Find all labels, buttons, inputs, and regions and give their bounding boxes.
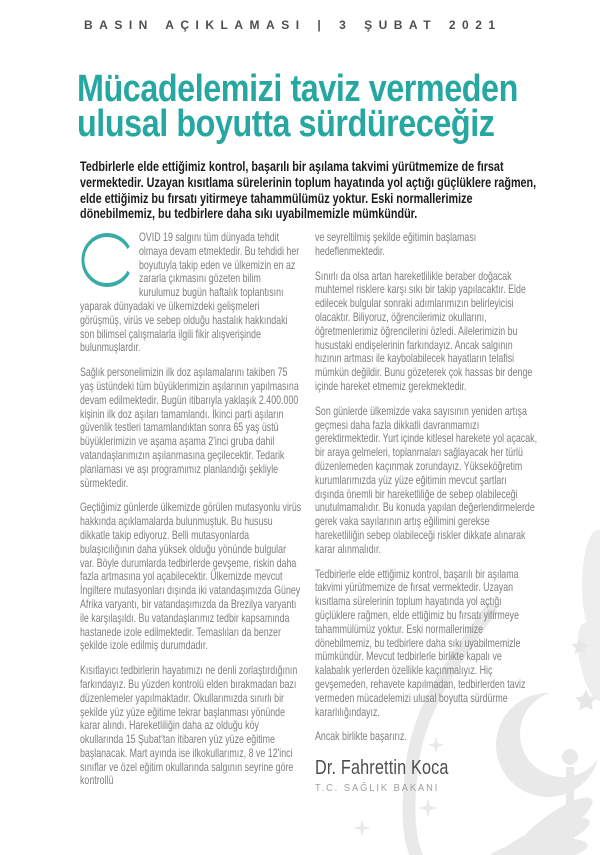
signature-name: Dr. Fahrettin Koca xyxy=(315,757,449,780)
lede-paragraph: Tedbirlerle elde ettiğimiz kontrol, başarılı bir aşılama takvimi yürütmemize de fırsat vermektedir. Uzayan kısıtlama sürelerinin toplum hayatında yol açtığı güçlüklere rağmen, elde ettiğimiz bu fırsatı yitirmeye tahammülümüz yoktur. Eski normallerimize dönebilmemiz, bu tedbirlere daha sıkı uyabilmemizle mümkündür. xyxy=(80,159,537,222)
staff-icon xyxy=(562,749,578,765)
body-paragraph-text: OVID 19 salgını tüm dünyada tehdit olmaya devam etmektedir. Bu tehdidi her boyutuyla takip eden ve ülkemizin en az zararla çıkmasını gözeten bilim kurulumuz bugün haftalık toplantısını yaparak dünyadaki ve ülkemizdeki gelişmeleri görüşmüş, virüs ve sebep olduğu hastalık hakkındaki son bilimsel çalışmalarla ilgili fikir alışverişinde bulunmuşlardır. xyxy=(80,230,300,355)
body-paragraph: Sağlık personelimizin ilk doz aşılamalarını takiben 75 yaş üstündeki tüm büyüklerimizin aşılarının yapılmasına devam edilmektedir. Bugün itibarıyla yaklaşık 2.400.000 kişinin ilk doz aşıları tamamlandı. İkinci parti aşıların güvenlik testleri tamamlandıktan sonra 65 yaş üstü büyüklerimizin ve aşama aşama 2'inci gruba dahil vatandaşlarımızın aşılanmasına geçilecektir. Tedarik planlaması ve aşı programımız planlandığı şekliyle sürmektedir. xyxy=(80,365,299,490)
body-paragraph xyxy=(80,231,303,355)
body-paragraph: Ancak birlikte başarırız. xyxy=(315,729,407,744)
body-paragraph: Sınırlı da olsa artan hareketlilikle beraber doğacak muhtemel risklere karşı sıkı bir takip yapılacaktır. Elde edilecek bulgular sonraki adımlarımızın belirleyicisi olacaktır. Biliyoruz, öğrencilerimiz okullarını, öğretmenlerimiz öğrencilerini özledi. Ailelerimizin bu husustaki endişelerinin farkındayız. Ancak salgının hızının artması ile kaybolabilecek hayatların telafisi mümkün değildir. Bunu gözeterek çok hassas bir denge içinde hareket etmemiz gerekmektedir. xyxy=(315,268,533,393)
signature-title: T.C. SAĞLIK BAKANI xyxy=(315,781,440,794)
page-title-line2: ulusal boyutta sürdüreceğiz xyxy=(77,103,495,145)
press-release-kicker: BASIN AÇIKLAMASI | 3 ŞUBAT 2021 xyxy=(84,18,502,32)
body-paragraph: Kısıtlayıcı tedbirlerin hayatımızı ne denli zorlaştırdığının farkındayız. Bu yüzden kontrolü elden bırakmadan bazı düzenlemeler yapılmaktadır. Okullarımızda sınırlı bir şekilde yüz yüze eğitime tekrar başlanması yönünde karar alındı. Hareketliliğin daha az olduğu köy okullarında 15 Şubat'tan itibaren yüz yüze eğitime başlanacak. Mart ayında ise ilkokullarımız, 8 ve 12'inci sınıflar ve özel eğitim okullarında salgının seyrine göre kontrollü xyxy=(80,663,298,788)
wing-icon xyxy=(487,789,599,855)
page-title-line1: Mücadelemizi taviz vermeden xyxy=(77,68,518,110)
body-column-left xyxy=(80,231,303,799)
body-paragraph: Geçtiğimiz günlerde ülkemizde görülen mutasyonlu virüs hakkında açıklamalarda bulunmuştuk. Bu hususu dikkatle takip ediyoruz. Belli mutasyonlarda bulaşıcılığının daha yüksek olduğu yönünde bulgular var. Böyle durumlarda tedbirlerde gevşeme, riskin daha fazla artmasına yol açabilecektir. Ülkemizde mevcut İngiltere mutasyonları dışında iki vatandaşımızda Güney Afrika varyantı, bir vatandaşımızda da Brezilya varyantı ile karşılaşıldı. Bu vatandaşlarımız tedbir kapsamında hastanede izole edilmektedir. Temaslıları da benzer şekilde izole edilmiş durumdadır. xyxy=(80,500,302,653)
body-paragraph: Son günlerde ülkemizde vaka sayısının yeniden artışa geçmesi daha fazla dikkatli davranmamızı gerektirmektedir. Yurt içinde kitlesel harekete yol açacak, bir araya gelmeleri, toplanmaları sağlayacak her türlü düzenlemeden kaçınmak zorundayız. Yükseköğretim kurumlarımızda yüz yüze eğitimin mevcut şartları dışında önemli bir hareketliliğe de sebep olabileceği unutulmamalıdır. Bu konuda yapılan değerlendirmelerde gerek vaka sayılarının artış eğilimini gerekse hareketliliğin sebep olabileceği riskler dikkate alınarak karar alınmalıdır. xyxy=(315,403,538,556)
signature-block xyxy=(315,757,538,796)
body-paragraph: Tedbirlerle elde ettiğimiz kontrol, başarılı bir aşılama takvimi yürütmemize de fırsat vermektedir. Uzayan kısıtlama sürelerinin toplum hayatında yol açtığı güçlüklere rağmen, elde ettiğimiz bu fırsatı yitirmeye tahammülümüz yoktur. Eski normallerimize dönebilmemiz, bu tedbirlere daha sıkı uyabilmemizle mümkündür. Mevcut tedbirlerle birlikte kapalı ve kalabalık yerlerden özellikle kaçınmalıyız. Hiç gevşemeden, rehavete kapılmadan, tedbirlerden taviz vermeden mücadelemizi ulusal boyutta sürdürme kararlılığındayız. xyxy=(315,566,526,719)
drop-cap-c-icon xyxy=(80,233,135,288)
page-title xyxy=(77,68,570,145)
body-paragraph: ve seyreltilmiş şekilde eğitimin başlaması hedeflenmektedir. xyxy=(315,230,477,258)
body-column-right xyxy=(315,231,538,796)
